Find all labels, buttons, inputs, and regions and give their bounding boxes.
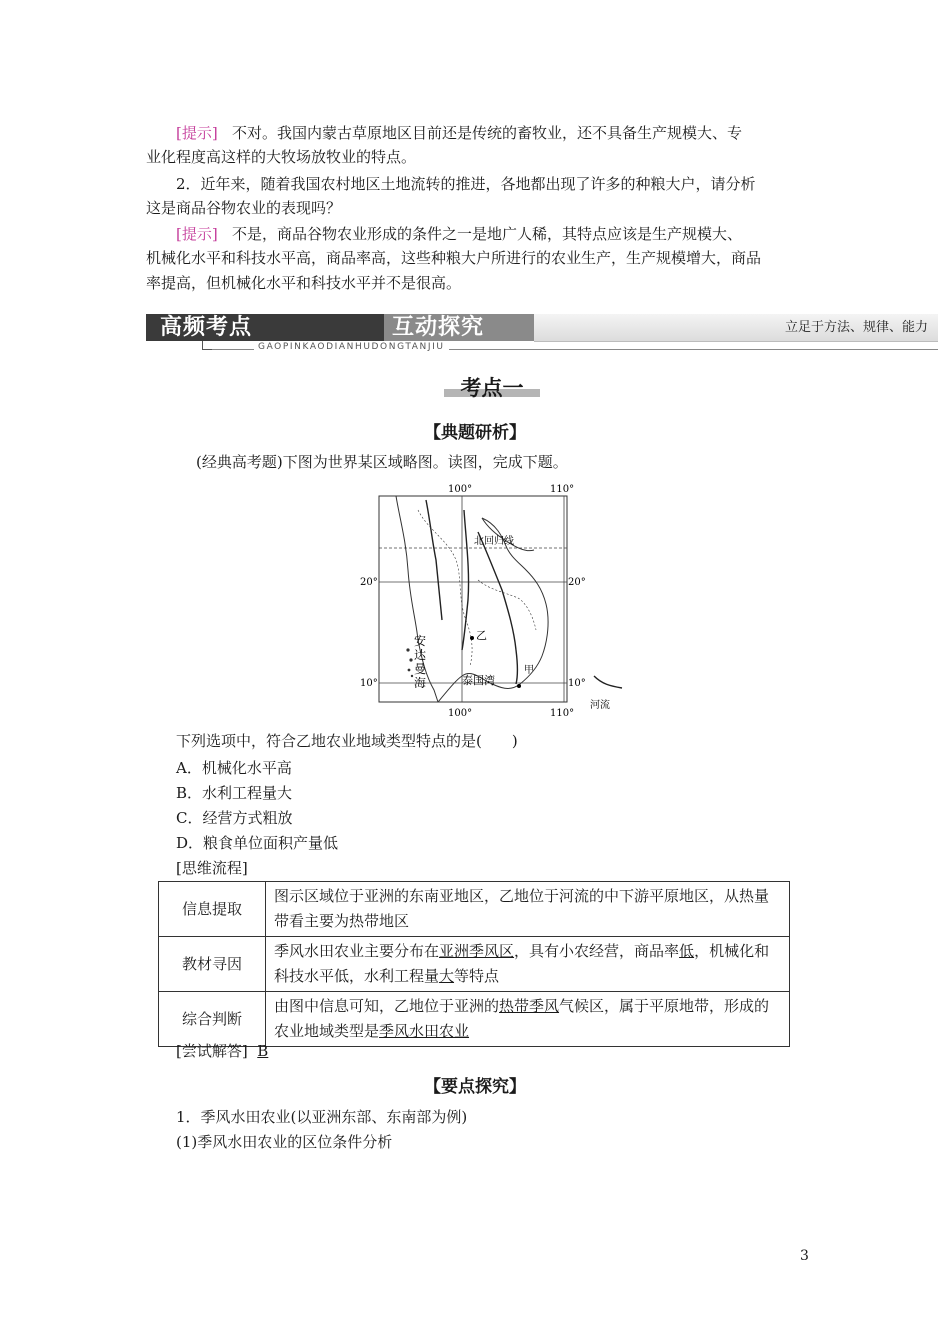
lat-label: 20° (568, 577, 586, 588)
lon-label: 110° (550, 484, 575, 495)
page-number: 3 (800, 1248, 809, 1264)
river (462, 510, 469, 650)
text: ，机械化和科技水平低，水利工程量 (274, 942, 770, 985)
region-map (360, 480, 640, 719)
hint-line (176, 121, 856, 145)
sea-label: 曼 (414, 662, 427, 676)
lon-label: 100° (448, 484, 473, 495)
banner-title-mid: 互动探究 (392, 315, 485, 340)
sea-label: 海 (414, 676, 427, 690)
text: 由图中信息可知，乙地位于亚洲的 (274, 997, 500, 1015)
lat-label: 10° (568, 678, 586, 689)
point-jia (517, 684, 521, 688)
river-legend-symbol (594, 676, 622, 688)
answer-value: B (257, 1042, 269, 1060)
hint-text: 不对。我国内蒙古草原地区目前还是传统的畜牧业，还不具备生产规模大、专 (232, 124, 743, 142)
hint-tag: [提示] (176, 225, 218, 243)
section-heading-yaodian: 【要点探究】 (424, 1077, 526, 1097)
option-d: D．粮食单位面积产量低 (176, 834, 339, 852)
kaodian-title (440, 372, 544, 402)
point-jia-label: 甲 (524, 665, 534, 676)
hint-text: 不是，商品谷物农业形成的条件之一是地广人稀，其特点应该是生产规模大、 (232, 225, 743, 243)
underlined-text: 亚洲季风区 (439, 942, 515, 960)
lon-label: 100° (448, 708, 473, 719)
row-head: 教材寻因 (159, 937, 266, 992)
island (408, 669, 411, 672)
underlined-text: 热带季风 (499, 997, 560, 1015)
island (406, 648, 409, 651)
table-row (159, 882, 790, 937)
sea-label: 达 (414, 648, 427, 662)
row-head: 信息提取 (159, 882, 266, 937)
row-text (266, 937, 790, 992)
thinking-label: [思维流程] (176, 859, 248, 877)
section-banner (146, 314, 938, 354)
question-text: 2．近年来，随着我国农村地区土地流转的推进，各地都出现了许多的种粮大户，请分析 (176, 175, 756, 193)
section-heading-dianti: 【典题研析】 (424, 423, 526, 443)
lon-label: 110° (550, 708, 575, 719)
text: 季风水田农业主要分布在 (274, 942, 440, 960)
question-intro: (经典高考题)下图为世界某区域略图。读图，完成下题。 (196, 453, 568, 471)
map-frame (379, 496, 567, 702)
table-row (159, 937, 790, 992)
thinking-flow-table (158, 881, 790, 1047)
underlined-text: 大 (439, 967, 455, 985)
question-stem: 下列选项中，符合乙地农业地域类型特点的是( ) (176, 732, 518, 750)
underlined-text: 低 (679, 942, 695, 960)
river (426, 500, 442, 620)
underlined-text: 季风水田农业 (379, 1022, 470, 1040)
point-yi-label: 乙 (476, 629, 487, 642)
kaodian-title-text: 考点一 (460, 376, 524, 400)
text: 气候区，属于平原地带，形成的农业地域类型是 (274, 997, 770, 1040)
island (411, 675, 413, 677)
option-a: A．机械化水平高 (176, 759, 292, 777)
hint-text: 率提高，但机械化水平和科技水平并不是很高。 (146, 274, 462, 292)
row-text: 图示区域位于亚洲的东南亚地区，乙地位于河流的中下游平原地区，从热量带看主要为热带地区 (266, 882, 790, 937)
hint-text: 机械化水平和科技水平高，商品率高，这些种粮大户所进行的农业生产，生产规模增大，商品 (146, 249, 762, 267)
river-legend-label: 河流 (590, 700, 610, 711)
hint-tag: [提示] (176, 124, 218, 142)
answer-label: [尝试解答] (176, 1042, 248, 1060)
point-yi (470, 636, 474, 640)
text: ，具有小农经营，商品率 (514, 942, 680, 960)
tropic-label: 北回归线 (474, 536, 514, 547)
border (418, 510, 472, 666)
hint-line (176, 222, 856, 246)
option-c: C．经营方式粗放 (176, 809, 293, 827)
lat-label: 10° (360, 678, 378, 689)
point-subheading: (1)季风水田农业的区位条件分析 (176, 1133, 393, 1151)
text: 等特点 (454, 967, 500, 985)
sea-label: 安 (414, 634, 427, 648)
lat-label: 20° (360, 577, 378, 588)
question-text: 这是商品谷物农业的表现吗？ (146, 199, 342, 217)
option-b: B．水利工程量大 (176, 784, 293, 802)
gulf-label: 泰国湾 (462, 674, 495, 687)
island (409, 658, 412, 661)
banner-subtitle: 立足于方法、规律、能力 (784, 320, 928, 335)
answer-line (176, 1039, 856, 1063)
hint-text: 业化程度高这样的大牧场放牧业的特点。 (146, 148, 417, 166)
banner-pinyin: GAOPINKAODIANHUDONGTANJIU (254, 342, 449, 352)
point-heading: 1．季风水田农业(以亚洲东部、东南部为例) (176, 1108, 468, 1126)
banner-title-left: 高频考点 (160, 315, 253, 340)
row-head: 综合判断 (159, 992, 266, 1047)
